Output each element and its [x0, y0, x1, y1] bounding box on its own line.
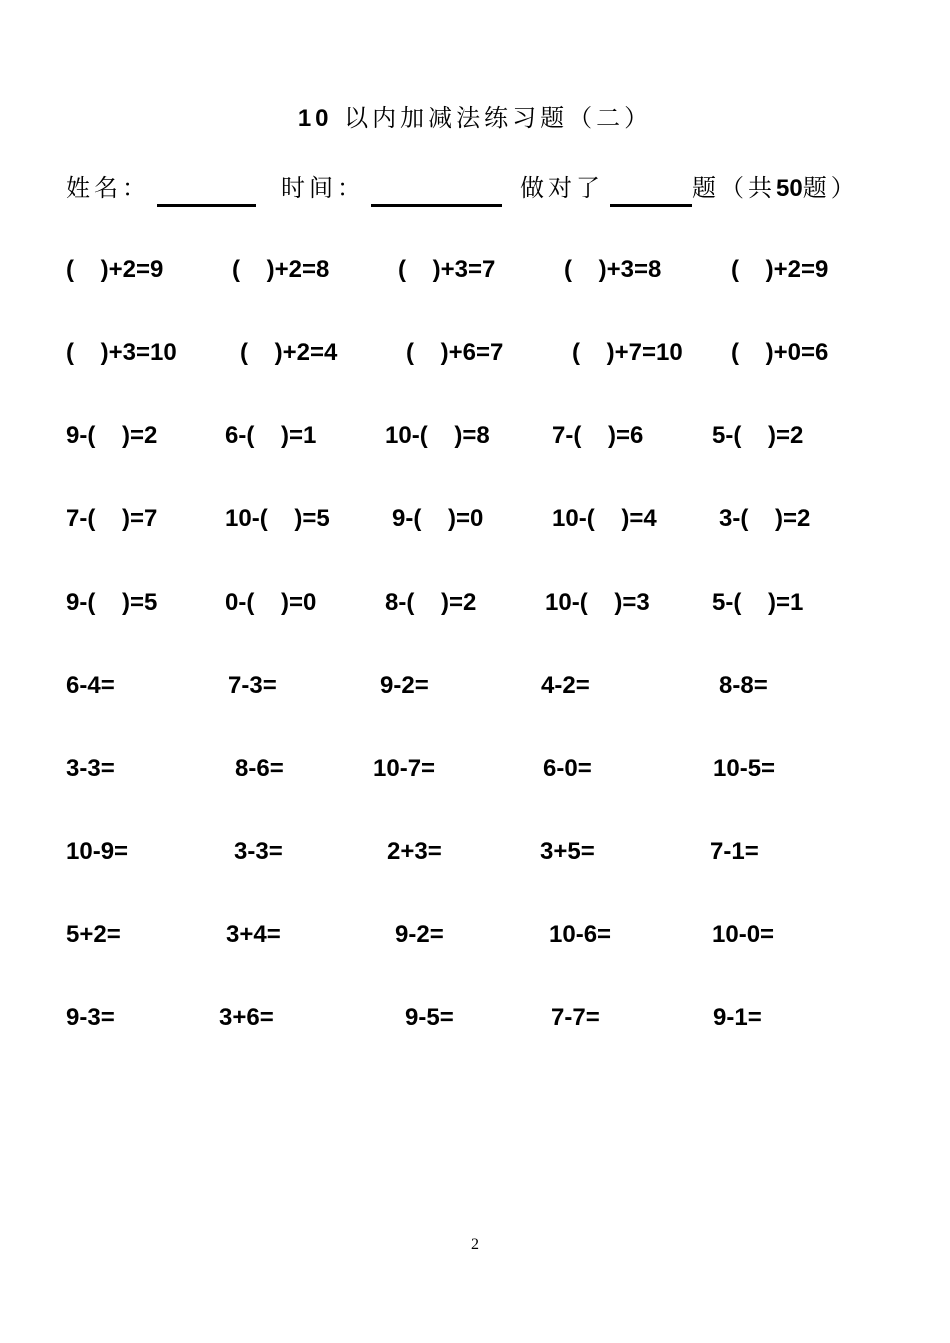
problem: 10-( )=5 [225, 505, 330, 532]
problem: 7-3= [228, 672, 277, 699]
problem: 3+4= [226, 921, 281, 948]
problem: 5-( )=2 [712, 422, 804, 449]
problem: ( )+3=7 [398, 256, 496, 283]
time-label: 时间： [281, 174, 365, 202]
problem: 8-6= [235, 755, 284, 782]
problem: 10-7= [373, 755, 436, 782]
name-label: 姓名： [66, 174, 150, 202]
total-count: 50 [776, 175, 803, 202]
problem-row-3 [0, 422, 950, 456]
problem: 9-3= [66, 1004, 115, 1031]
problem: 9-2= [380, 672, 429, 699]
problem: 6-0= [543, 755, 592, 782]
problem: 2+3= [387, 838, 442, 865]
problem: ( )+0=6 [731, 339, 829, 366]
title-number: 10 [297, 105, 333, 132]
problem: 0-( )=0 [225, 589, 317, 616]
problem: 10-( )=3 [545, 589, 650, 616]
correct-count-blank[interactable] [610, 204, 692, 207]
problem: 7-( )=6 [552, 422, 644, 449]
problem: 9-( )=5 [66, 589, 158, 616]
problem: 9-5= [405, 1004, 454, 1031]
problem: 9-( )=2 [66, 422, 158, 449]
problem: 8-8= [719, 672, 768, 699]
problem-row-1 [0, 256, 950, 290]
problem: 3-( )=2 [719, 505, 811, 532]
problem: 3-3= [66, 755, 115, 782]
worksheet-title [0, 98, 950, 133]
problem: 7-7= [551, 1004, 600, 1031]
title-text: 以内加减法练习题（二） [344, 104, 653, 132]
time-blank[interactable] [371, 204, 502, 207]
problem-row-8 [0, 838, 950, 872]
problem: 10-5= [713, 755, 776, 782]
problem: 5-( )=1 [712, 589, 804, 616]
problem: ( )+6=7 [406, 339, 504, 366]
problem: 9-2= [395, 921, 444, 948]
name-blank[interactable] [157, 204, 256, 207]
problem-row-2 [0, 339, 950, 373]
problem: 10-0= [712, 921, 775, 948]
correct-label: 做对了 [520, 174, 604, 202]
problem: ( )+2=8 [232, 256, 330, 283]
problem: 8-( )=2 [385, 589, 477, 616]
problem: 10-6= [549, 921, 612, 948]
problem-row-4 [0, 505, 950, 539]
problem: 3-3= [234, 838, 283, 865]
page-number: 2 [471, 1236, 479, 1253]
problem: 6-4= [66, 672, 115, 699]
student-info-line [66, 168, 926, 212]
problem: 5+2= [66, 921, 121, 948]
problem: 9-( )=0 [392, 505, 484, 532]
problem: ( )+2=4 [240, 339, 338, 366]
problem: ( )+7=10 [572, 339, 683, 366]
problem: 6-( )=1 [225, 422, 317, 449]
problem: 7-( )=7 [66, 505, 158, 532]
problem: 3+6= [219, 1004, 274, 1031]
problem: 4-2= [541, 672, 590, 699]
problem: ( )+3=10 [66, 339, 177, 366]
total-prefix: 题（共 [692, 174, 776, 202]
problem-row-7 [0, 755, 950, 789]
problem: ( )+2=9 [66, 256, 164, 283]
problem: 10-( )=8 [385, 422, 490, 449]
problem: 9-1= [713, 1004, 762, 1031]
problem-row-6 [0, 672, 950, 706]
problem: 3+5= [540, 838, 595, 865]
problem: ( )+3=8 [564, 256, 662, 283]
total-label [692, 168, 859, 203]
problem: 10-9= [66, 838, 129, 865]
problem-row-5 [0, 589, 950, 623]
problem-row-9 [0, 921, 950, 955]
problem: 7-1= [710, 838, 759, 865]
total-suffix: 题） [802, 174, 859, 202]
problem: ( )+2=9 [731, 256, 829, 283]
problem-row-10 [0, 1004, 950, 1038]
problem: 10-( )=4 [552, 505, 657, 532]
